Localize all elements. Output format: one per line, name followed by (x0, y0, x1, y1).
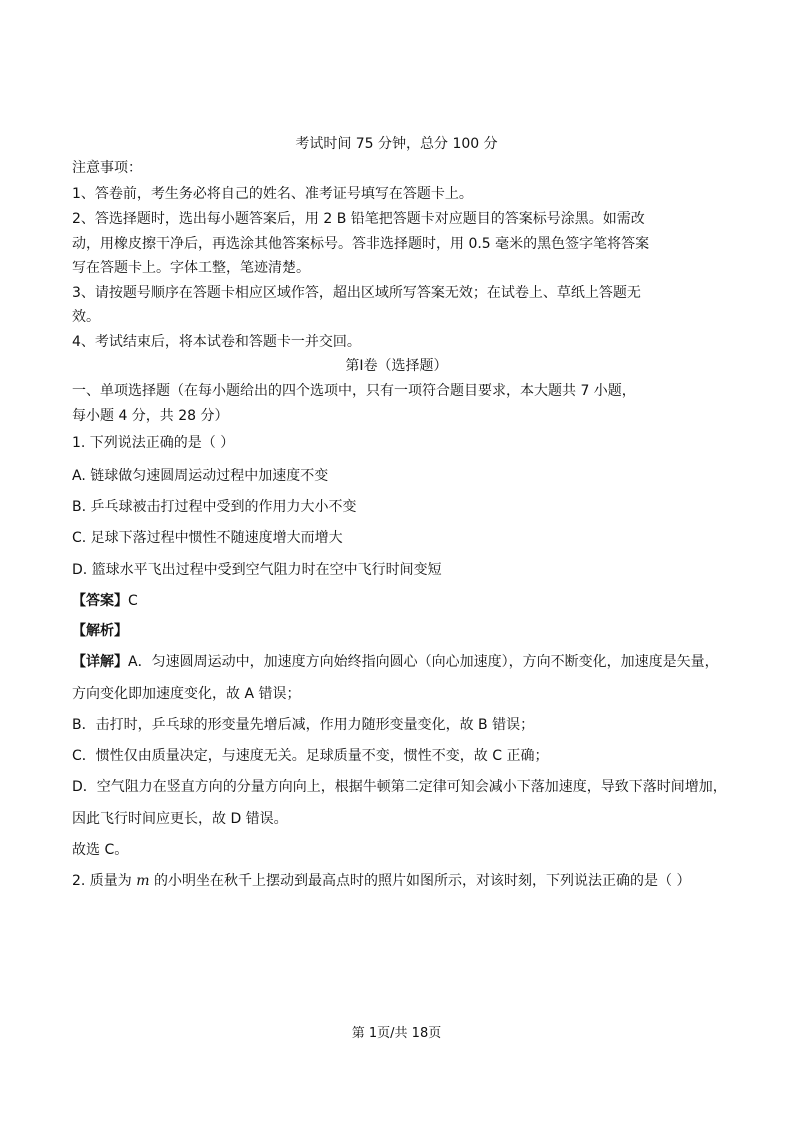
page-footer: 第 1页/共 18页 (351, 1026, 442, 1041)
detail-d-line-2: 因此飞行时间应更长，故 D 错误。 (72, 811, 288, 827)
q2-mass-variable: m (136, 873, 150, 889)
detail-a-line-2: 方向变化即加速度变化，故 A 错误； (72, 686, 301, 702)
notice-item-2-line-1: 2、答选择题时，选出每小题答案后，用 2 B 铅笔把答题卡对应题目的答案标号涂黑。如需改 (72, 211, 645, 227)
answer-tag: 【答案】 (72, 593, 128, 609)
q2-stem (72, 871, 690, 891)
section-intro-line-2: 每小题 4 分，共 28 分） (72, 408, 229, 424)
detail-a-text: A．匀速圆周运动中，加速度方向始终指向圆心（向心加速度），方向不断变化，加速度是矢量， (128, 654, 719, 670)
notice-item-4: 4、考试结束后，将本试卷和答题卡一并交回。 (72, 334, 361, 350)
section-intro-line-1: 一、单项选择题（在每小题给出的四个选项中，只有一项符合题目要求，本大题共 7 小题， (72, 383, 636, 399)
q1-option-b: B. 乒乓球被击打过程中受到的作用力大小不变 (72, 499, 357, 515)
answer-value: C (128, 593, 138, 609)
notice-item-2-line-3: 写在答题卡上。字体工整，笔迹清楚。 (72, 260, 310, 276)
notice-item-2-line-2: 动，用橡皮擦干净后，再选涂其他答案标号。答非选择题时，用 0.5 毫米的黑色签字笔将答案 (72, 236, 650, 252)
q2-stem-prefix: 2. 质量为 (72, 873, 137, 889)
exam-info: 考试时间 75 分钟，总分 100 分 (295, 136, 498, 152)
q2-stem-suffix: 的小明坐在秋千上摆动到最高点时的照片如图所示，对该时刻，下列说法正确的是（ ） (149, 873, 691, 889)
detail-c: C．惯性仅由质量决定，与速度无关。足球质量不变，惯性不变，故 C 正确； (72, 748, 549, 764)
notice-item-1: 1、答卷前，考生务必将自己的姓名、准考证号填写在答题卡上。 (72, 186, 473, 202)
q1-option-c: C. 足球下落过程中惯性不随速度增大而增大 (72, 530, 343, 546)
notice-item-3-line-2: 效。 (72, 309, 100, 325)
q1-option-a: A. 链球做匀速圆周运动过程中加速度不变 (72, 468, 329, 484)
q1-option-d: D. 篮球水平飞出过程中受到空气阻力时在空中飞行时间变短 (72, 562, 442, 578)
volume-title: 第Ⅰ卷（选择题） (345, 358, 448, 374)
notice-item-3-line-1: 3、请按题号顺序在答题卡相应区域作答，超出区域所写答案无效；在试卷上、草纸上答题无 (72, 285, 641, 301)
detail-a-line-1 (72, 652, 719, 672)
conclusion: 故选 C。 (72, 842, 129, 858)
notice-title: 注意事项： (72, 160, 142, 176)
detail-tag: 【详解】 (72, 654, 128, 670)
detail-b: B．击打时，乒乓球的形变量先增后减，作用力随形变量变化，故 B 错误； (72, 717, 535, 733)
analysis-tag: 【解析】 (72, 623, 128, 639)
detail-d-line-1: D．空气阻力在竖直方向的分量方向向上，根据牛顿第二定律可知会减小下落加速度，导致下落时间增加， (72, 779, 727, 795)
q1-stem: 1. 下列说法正确的是（ ） (72, 435, 235, 451)
q1-answer (72, 591, 138, 611)
